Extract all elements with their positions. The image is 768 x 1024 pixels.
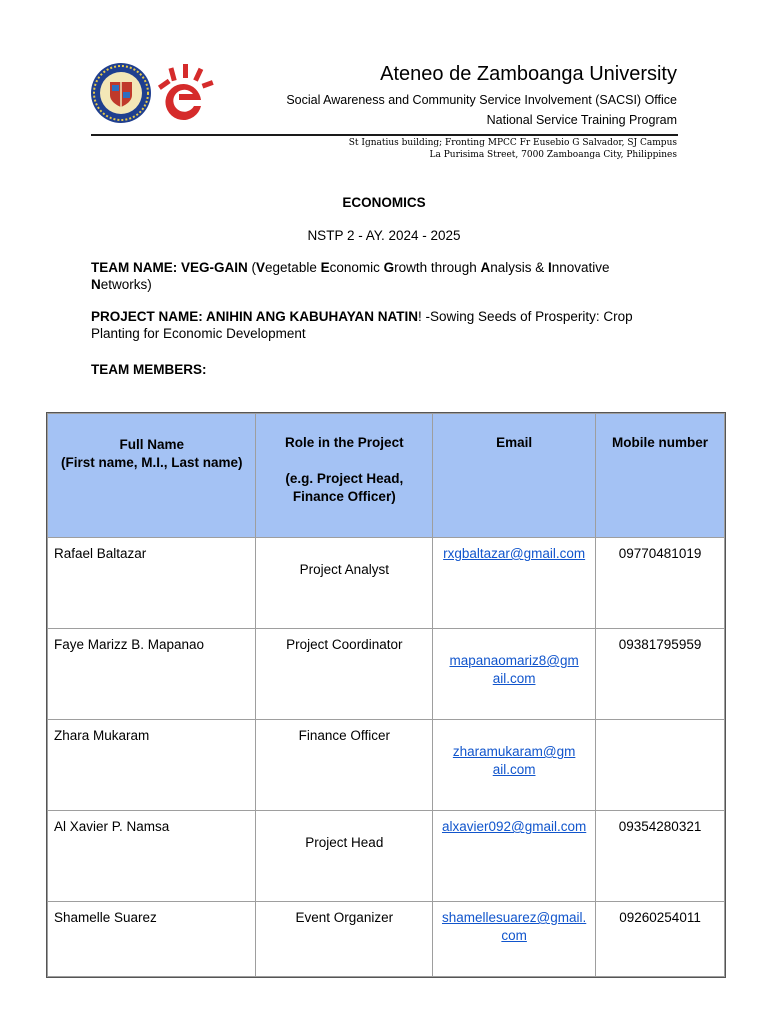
letterhead-divider (91, 134, 678, 136)
email-link[interactable]: alxavier092@gmail.com (441, 819, 587, 834)
team-name-label: TEAM NAME: VEG-GAIN (91, 260, 248, 275)
member-email (433, 538, 596, 629)
sacsi-logo-icon (152, 62, 214, 122)
email-link[interactable]: mapanaomariz8@gm ail.com (449, 653, 579, 686)
member-name: Al Xavier P. Namsa (48, 811, 256, 902)
member-name: Shamelle Suarez (48, 902, 256, 977)
member-role: Project Coordinator (256, 629, 433, 720)
member-name: Rafael Baltazar (48, 538, 256, 629)
member-email (433, 720, 596, 811)
email-link[interactable]: rxgbaltazar@gmail.com (443, 546, 586, 561)
university-name: Ateneo de Zamboanga University (380, 63, 677, 85)
table-row (48, 538, 725, 629)
team-members-table (47, 413, 725, 977)
project-name-label: PROJECT NAME: ANIHIN ANG KABUHAYAN NATIN (91, 309, 419, 324)
email-link[interactable]: zharamukaram@gm ail.com (452, 744, 576, 777)
table-row (48, 629, 725, 720)
member-mobile: 09260254011 (596, 902, 725, 977)
document-subtitle: NSTP 2 - AY. 2024 - 2025 (307, 228, 461, 243)
member-email (433, 902, 596, 977)
project-name-paragraph (91, 308, 671, 342)
project-name-description: ! -Sowing Seeds of Prosperity: Crop Planting for Economic Development (91, 309, 633, 341)
address-line-2: La Purisima Street, 7000 Zamboanga City, Philippines (429, 150, 677, 160)
member-role: Finance Officer (256, 720, 433, 811)
table-row (48, 720, 725, 811)
team-name-paragraph (91, 259, 671, 293)
header-email: Email (433, 414, 596, 538)
header-role: Role in the Project (e.g. Project Head, Finance Officer) (256, 414, 433, 538)
team-members-label: TEAM MEMBERS: (91, 362, 207, 377)
member-role: Project Head (256, 811, 433, 902)
member-mobile (596, 720, 725, 811)
program-name: National Service Training Program (486, 113, 677, 127)
member-name: Faye Marizz B. Mapanao (48, 629, 256, 720)
university-seal-icon (90, 62, 152, 124)
header-mobile: Mobile number (596, 414, 725, 538)
table-row (48, 902, 725, 977)
member-role: Event Organizer (256, 902, 433, 977)
member-mobile: 09381795959 (596, 629, 725, 720)
email-link[interactable]: shamellesuarez@gmail. com (441, 910, 587, 943)
member-name: Zhara Mukaram (48, 720, 256, 811)
member-mobile: 09354280321 (596, 811, 725, 902)
member-mobile: 09770481019 (596, 538, 725, 629)
address-line-1: St Ignatius building; Fronting MPCC Fr Eusebio G Salvador, SJ Campus (348, 138, 677, 148)
table-row (48, 811, 725, 902)
member-email (433, 629, 596, 720)
office-name: Social Awareness and Community Service Involvement (SACSI) Office (286, 93, 677, 107)
table-header-row (48, 414, 725, 538)
team-name-expansion: (Vegetable Economic Growth through Analysis & Innovative Networks) (91, 260, 610, 292)
member-email (433, 811, 596, 902)
document-title: ECONOMICS (342, 195, 426, 210)
header-full-name: Full Name (First name, M.I., Last name) (48, 414, 256, 538)
member-role: Project Analyst (256, 538, 433, 629)
